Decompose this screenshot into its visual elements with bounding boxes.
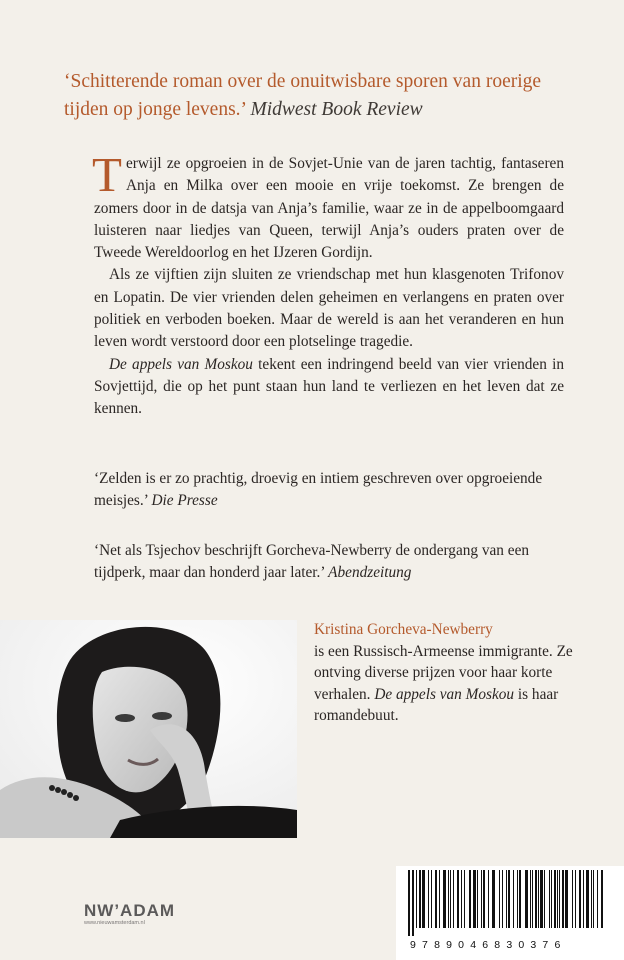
barcode-bar <box>565 870 568 928</box>
review-1-source: Die Presse <box>151 492 218 510</box>
review-1-text: ‘Zelden is er zo prachtig, droevig en intiem geschreven over opgroeiende meisjes.’ <box>94 470 543 510</box>
barcode-bar <box>492 870 495 928</box>
review-abendzeitung <box>94 540 564 585</box>
barcode-bar <box>450 870 451 928</box>
barcode-bar <box>473 870 476 928</box>
barcode-bar <box>416 870 417 928</box>
barcode-bar <box>513 870 514 928</box>
book-title-inline: De appels van Moskou <box>109 355 253 373</box>
blurb-p3-text: tekent een indringend beeld van vier vrienden in Sovjettijd, die op het punt staan hun land te verliezen en het leven dat ze kennen. <box>94 355 564 418</box>
barcode-bar <box>579 870 581 928</box>
barcode-bar <box>593 870 594 928</box>
publisher-logo <box>84 902 175 927</box>
barcode-bar <box>572 870 573 928</box>
barcode-bar <box>562 870 564 928</box>
barcode-bar <box>477 870 478 928</box>
barcode-bar <box>575 870 576 928</box>
barcode-bar <box>557 870 558 928</box>
blurb-paragraph-2: Als ze vijftien zijn sluiten ze vriendschap met hun klasgenoten Trifonov en Lopatin. De vier vrienden delen geheimen en verlangens en praten over politiek en verboden boeken. Maar de wereld is aan het veranderen en hun leven wordt verstoord door een plotselinge tragedie. <box>94 266 564 351</box>
drop-cap: T <box>92 147 122 202</box>
barcode-bar <box>544 870 545 928</box>
barcode-bar <box>443 870 446 928</box>
barcode-bar <box>457 870 459 928</box>
barcode-bar <box>540 870 543 928</box>
barcode-bar <box>586 870 589 928</box>
barcode-bar <box>551 870 552 928</box>
isbn-barcode <box>396 866 624 960</box>
publisher-logo-wordmark: NW’ADAM <box>84 901 176 920</box>
barcode-bar <box>448 870 449 928</box>
barcode-bar <box>408 870 410 936</box>
review-2-source: Abendzeitung <box>328 564 412 582</box>
barcode-bar <box>517 870 518 928</box>
barcode-bar <box>554 870 556 928</box>
barcode-bar <box>419 870 421 928</box>
author-name: Kristina Gorcheva-Newberry <box>314 621 493 638</box>
barcode-bar <box>506 870 507 928</box>
author-bio-text-2: is haar romandebuut. <box>314 685 559 725</box>
review-die-presse <box>94 468 564 513</box>
barcode-bar <box>532 870 533 928</box>
blurb-p1-text: erwijl ze opgroeien in de Sovjet-Unie van de jaren tachtig, fantaseren Anja en Milka over een mooie en vrije toekomst. Ze brengen de zomers door in de datsja van Anja’s familie, waar ze in de appelboomgaard luisteren naar liedjes van Queen, terwijl Anja’s ouders praten over de Tweede Wereldoorlog en het IJzeren Gordijn. <box>94 155 564 262</box>
barcode-bar <box>483 870 485 928</box>
barcode-bar <box>464 870 465 928</box>
barcode-bar <box>502 870 503 928</box>
barcode-bars <box>408 870 612 936</box>
book-blurb <box>92 147 564 421</box>
barcode-bar <box>591 870 592 928</box>
barcode-bar <box>412 870 414 936</box>
barcode-bar <box>439 870 440 928</box>
isbn-number: 9789046830376 <box>410 939 567 951</box>
barcode-bar <box>535 870 537 928</box>
barcode-bar <box>597 870 598 928</box>
barcode-bar <box>422 870 425 928</box>
blurb-paragraph-3 <box>94 354 564 421</box>
author-bio-text-1: is een Russisch-Armeense immigrante. Ze ontving diverse prijzen voor haar korte verhalen. <box>314 642 573 703</box>
barcode-bar <box>435 870 437 928</box>
blurb-paragraph-1 <box>92 147 564 264</box>
author-bio <box>314 619 574 727</box>
barcode-bar <box>530 870 531 928</box>
barcode-bar <box>428 870 429 928</box>
top-quote-text: ‘Schitterende roman over de onuitwisbare sporen van roerige tijden op jonge levens.’ <box>64 71 542 120</box>
barcode-bar <box>538 870 539 928</box>
author-photo <box>0 620 297 838</box>
barcode-bar <box>461 870 462 928</box>
review-2-text: ‘Net als Tsjechov beschrijft Gorcheva-Newberry de ondergang van een tijdperk, maar dan honderd jaar later.’ <box>94 542 530 582</box>
top-review-quote <box>64 68 564 124</box>
barcode-bar <box>481 870 482 928</box>
barcode-bar <box>559 870 560 928</box>
barcode-bar <box>519 870 521 928</box>
barcode-bar <box>549 870 550 928</box>
barcode-bar <box>499 870 500 928</box>
publisher-url: www.nieuwamsterdam.nl <box>84 920 145 926</box>
barcode-bar <box>431 870 432 928</box>
top-quote-source: Midwest Book Review <box>250 99 423 120</box>
barcode-bar <box>583 870 584 928</box>
barcode-bar <box>601 870 603 928</box>
barcode-bar <box>469 870 471 928</box>
barcode-bar <box>525 870 528 928</box>
barcode-bar <box>508 870 510 928</box>
barcode-bar <box>488 870 489 928</box>
barcode-bar <box>453 870 454 928</box>
author-bio-book-title: De appels van Moskou <box>374 685 515 703</box>
